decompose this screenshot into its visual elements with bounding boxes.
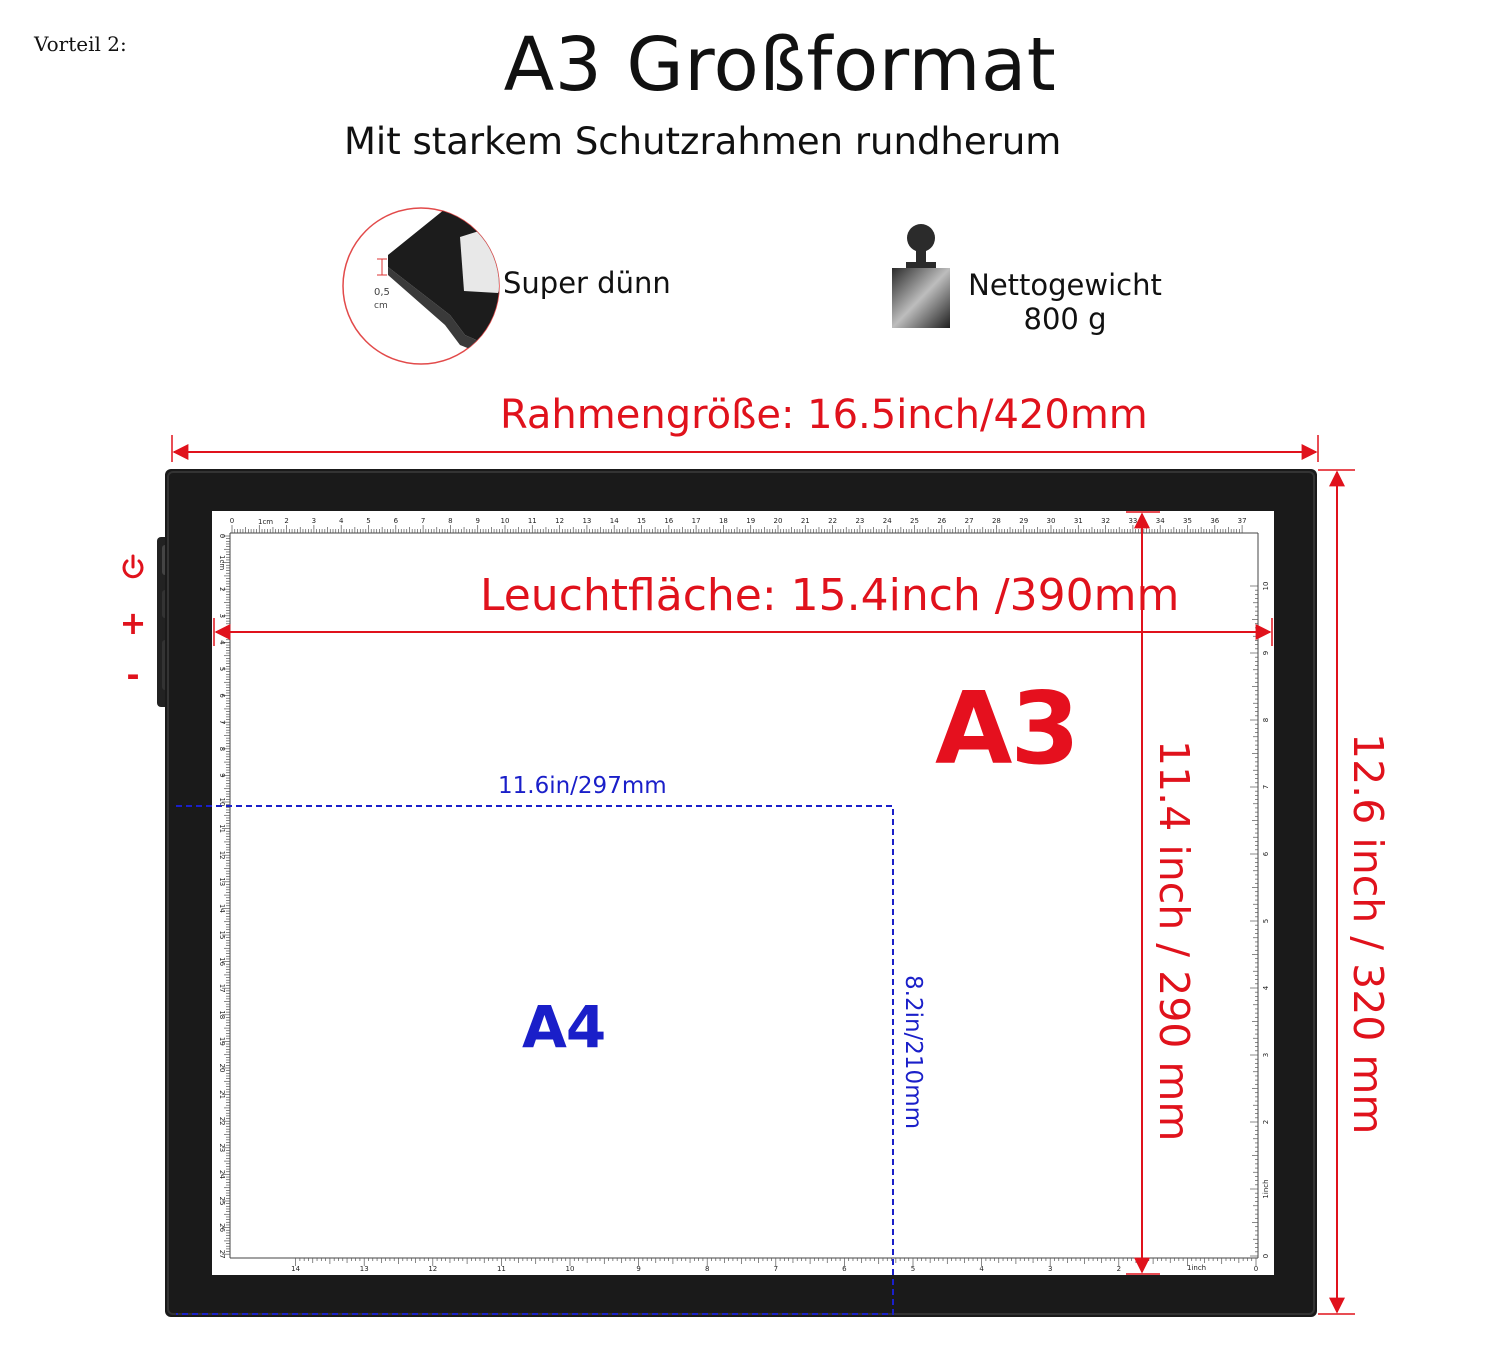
ruler-number: 25 xyxy=(218,1196,226,1206)
ruler-number: 14 xyxy=(291,1265,301,1273)
ruler-number: 12 xyxy=(555,517,565,525)
ruler-number: 5 xyxy=(366,517,371,525)
ruler-number: 3 xyxy=(311,517,317,525)
light-panel xyxy=(212,511,1274,1275)
ruler-number: 5 xyxy=(910,1265,916,1273)
ruler-number: 20 xyxy=(773,517,783,525)
ruler-number: 33 xyxy=(1128,517,1138,525)
ruler-number: 17 xyxy=(691,517,701,525)
ruler-number: 13 xyxy=(359,1265,369,1273)
ruler-number: 37 xyxy=(1237,517,1247,525)
ruler-number: 36 xyxy=(1210,517,1220,525)
ruler-number: 32 xyxy=(1101,517,1111,525)
page-title: A3 Großformat xyxy=(503,22,1057,108)
weight-label: Nettogewicht xyxy=(968,268,1162,302)
ruler-number: 6 xyxy=(1262,851,1270,857)
ruler-number: 22 xyxy=(828,517,838,525)
ruler-number: 1inch xyxy=(1262,1179,1270,1199)
ruler-number: 9 xyxy=(1262,650,1270,656)
ruler-number: 10 xyxy=(565,1265,575,1273)
ruler-number: 4 xyxy=(218,640,226,645)
ruler-number: 4 xyxy=(1262,985,1270,991)
a4-width-label: 11.6in/297mm xyxy=(498,773,667,799)
ruler-number: 9 xyxy=(218,773,226,778)
ruler-number: 26 xyxy=(937,517,947,525)
ruler-number: 26 xyxy=(218,1223,226,1233)
ruler-number: 19 xyxy=(746,517,756,525)
thickness-value: 0,5 xyxy=(374,287,390,298)
a3-label: A3 xyxy=(935,670,1078,787)
ruler-number: 24 xyxy=(218,1169,226,1179)
ruler-number: 17 xyxy=(218,983,226,993)
ruler-number: 24 xyxy=(882,517,892,525)
ruler-number: 7 xyxy=(218,719,226,725)
ruler-number: 1cm xyxy=(218,555,226,571)
minus-symbol: - xyxy=(126,656,140,694)
ruler-number: 8 xyxy=(1262,717,1270,723)
ruler-number: 7 xyxy=(420,517,426,525)
ruler-number: 23 xyxy=(218,1143,226,1153)
ruler-number: 0 xyxy=(218,533,226,539)
ruler-number: 2 xyxy=(218,586,226,592)
ruler-number: 12 xyxy=(428,1265,438,1273)
ruler-number: 27 xyxy=(218,1249,226,1259)
ruler-number: 10 xyxy=(218,797,226,807)
ruler-number: 6 xyxy=(842,1265,847,1273)
a4-height-label: 8.2in/210mm xyxy=(900,975,926,1130)
plus-symbol: + xyxy=(119,604,147,642)
ruler-number: 11 xyxy=(218,824,226,834)
ruler-number: 4 xyxy=(338,517,344,525)
ruler-number: 14 xyxy=(609,517,619,525)
ruler-bottom-inch-label: 1inch xyxy=(1187,1264,1207,1272)
ruler-number: 21 xyxy=(218,1090,226,1100)
light-width-label: Leuchtfläche: 15.4inch /390mm xyxy=(480,570,1180,621)
frame-height-label: 12.6 inch / 320 mm xyxy=(1344,733,1392,1135)
ruler-number: 12 xyxy=(218,850,226,860)
ruler-number: 34 xyxy=(1155,517,1165,525)
ruler-number: 4 xyxy=(979,1265,984,1273)
page-subtitle: Mit starkem Schutzrahmen rundherum xyxy=(344,120,1062,163)
ruler-number: 35 xyxy=(1183,517,1192,525)
ruler-number: 11 xyxy=(496,1265,506,1273)
ruler-number: 19 xyxy=(218,1036,226,1046)
ruler-number: 7 xyxy=(773,1265,779,1273)
ruler-number: 6 xyxy=(218,693,226,698)
light-height-label: 11.4 inch / 290 mm xyxy=(1150,740,1198,1142)
ruler-number: 5 xyxy=(218,666,226,672)
power-icon xyxy=(118,552,148,582)
ruler-number: 5 xyxy=(1262,918,1270,924)
ruler-number: 3 xyxy=(218,613,226,619)
ruler-number: 14 xyxy=(218,903,226,913)
ruler-number: 25 xyxy=(910,517,919,525)
ruler-number: 27 xyxy=(964,517,974,525)
ruler-number: 31 xyxy=(1073,517,1083,525)
ruler-number: 15 xyxy=(218,930,226,940)
ruler-number: 9 xyxy=(636,1265,641,1273)
ruler-number: 22 xyxy=(218,1116,226,1126)
ruler-number: 3 xyxy=(1262,1052,1270,1058)
ruler-number: 2 xyxy=(1262,1119,1270,1125)
ruler-number: 10 xyxy=(500,517,510,525)
ruler-number: 16 xyxy=(218,957,226,967)
thin-feature-label: Super dünn xyxy=(503,266,671,300)
ruler-number: 0 xyxy=(1253,1265,1259,1273)
ruler-number: 13 xyxy=(218,877,226,887)
ruler-number: 11 xyxy=(527,517,537,525)
ruler-number: 2 xyxy=(1116,1265,1122,1273)
ruler-top-cm-label: 1cm xyxy=(258,518,274,526)
ruler-number: 7 xyxy=(1262,784,1270,790)
ruler-number: 3 xyxy=(1047,1265,1053,1273)
ruler-number: 8 xyxy=(448,517,453,525)
ruler-number: 16 xyxy=(664,517,674,525)
thickness-unit: cm xyxy=(374,301,388,311)
frame-width-label: Rahmengröße: 16.5inch/420mm xyxy=(500,392,1148,438)
ruler-number: 28 xyxy=(991,517,1001,525)
ruler-number: 6 xyxy=(393,517,399,525)
ruler-number: 18 xyxy=(718,517,728,525)
ruler-number: 9 xyxy=(475,517,480,525)
ruler-number: 13 xyxy=(582,517,592,525)
ruler-number: 29 xyxy=(1019,517,1029,525)
ruler-number: 15 xyxy=(637,517,646,525)
ruler-number: 23 xyxy=(855,517,865,525)
ruler-number: 8 xyxy=(704,1265,710,1273)
ruler-number: 30 xyxy=(1046,517,1056,525)
ruler-number: 0 xyxy=(1262,1253,1270,1259)
ruler-number: 10 xyxy=(1262,581,1270,591)
ruler-number: 0 xyxy=(229,517,235,525)
ruler-number: 2 xyxy=(284,517,289,525)
a4-label: A4 xyxy=(522,993,606,1061)
weight-value: 800 g xyxy=(1023,302,1107,336)
ruler-number: 20 xyxy=(218,1063,226,1073)
advantage-label: Vorteil 2: xyxy=(34,32,127,56)
ruler-number: 8 xyxy=(218,746,226,752)
ruler-number: 18 xyxy=(218,1010,226,1020)
ruler-number: 21 xyxy=(800,517,810,525)
